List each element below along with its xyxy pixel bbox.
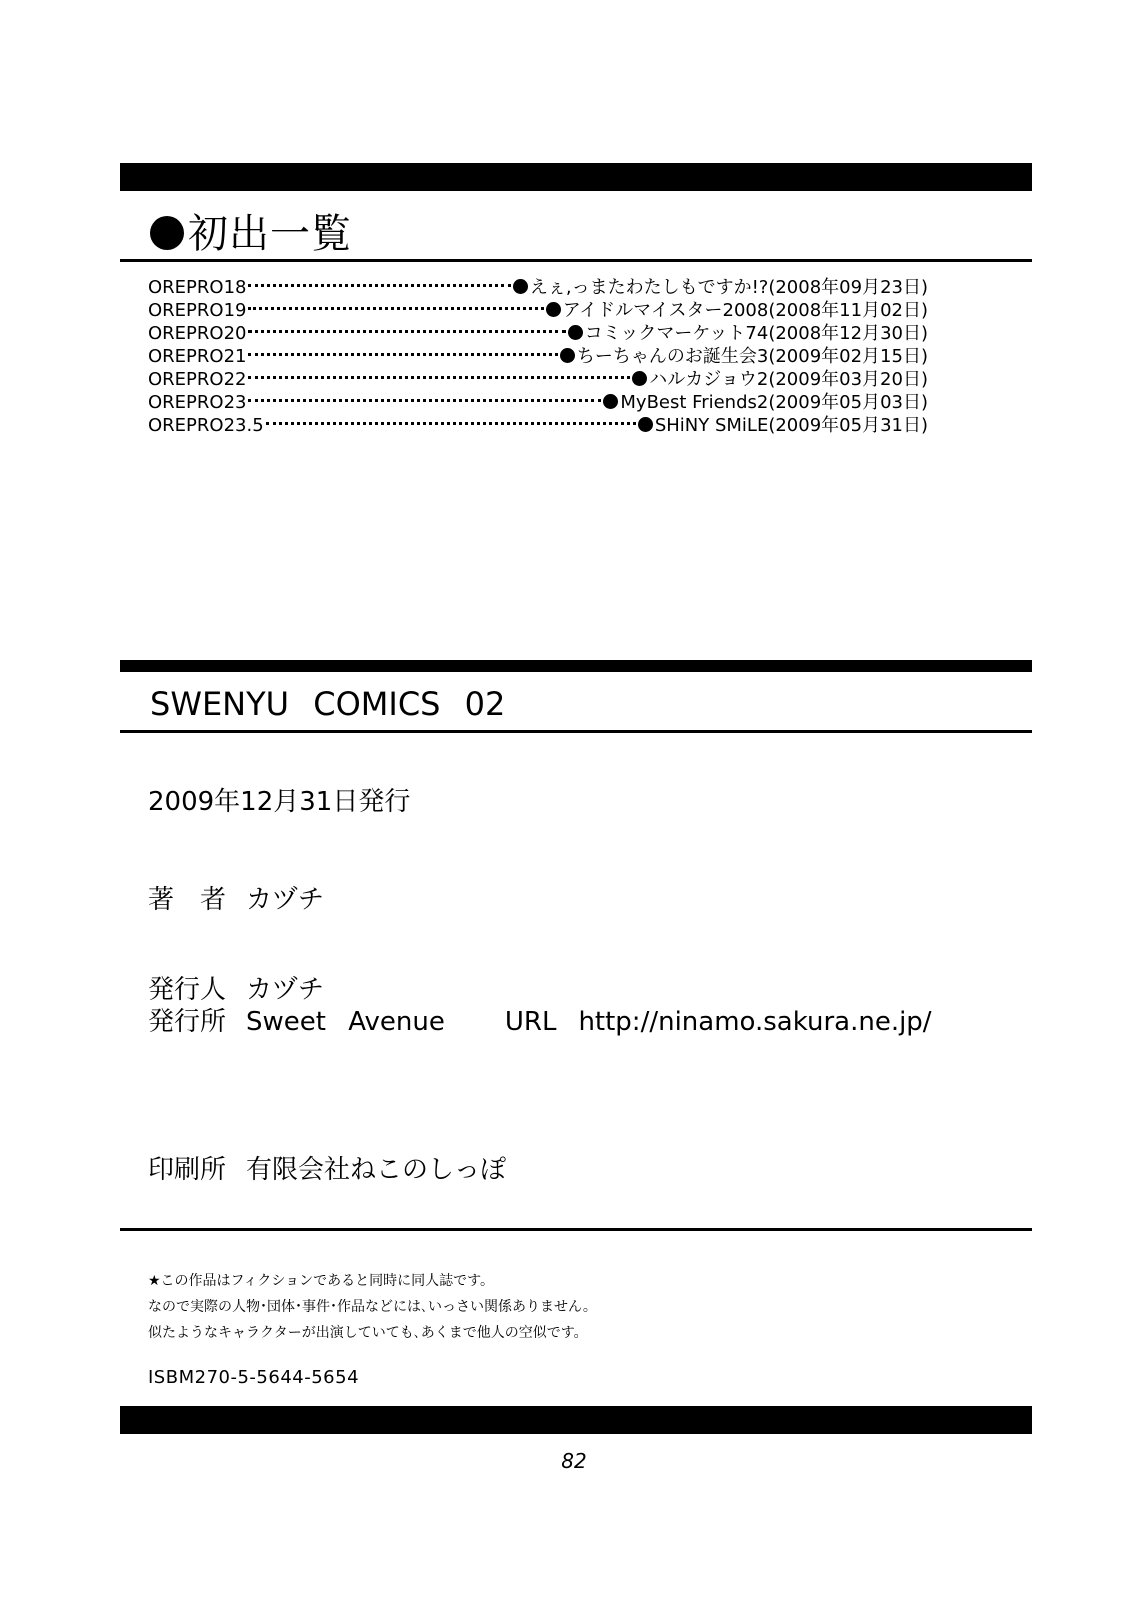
top-black-bar [120, 163, 1032, 191]
dot-leader [248, 399, 601, 402]
printer-line [148, 1154, 506, 1186]
entry-title-wrap [560, 345, 928, 368]
bullet-icon [546, 302, 561, 317]
entry-title: SHiNY SMiLE(2009年05月31日) [654, 415, 928, 436]
list-item [148, 368, 928, 391]
entry-code: OREPRO19 [148, 300, 247, 321]
entry-title-wrap [546, 299, 928, 322]
entry-title-wrap [603, 391, 928, 414]
office-label: 発行所 [148, 1007, 227, 1037]
printer-label: 印刷所 [148, 1155, 227, 1185]
heading-rule [120, 259, 1032, 262]
url-label: URL [504, 1007, 557, 1037]
page-number: 82 [561, 1449, 587, 1473]
entry-title: アイドルマイスター2008(2008年11月02日) [562, 300, 928, 321]
note-line: ★この作品はフィクションであると同時に同人誌です。 [148, 1273, 495, 1289]
first-appearances-title: 初出一覧 [188, 211, 352, 257]
first-appearances-heading [150, 208, 352, 260]
list-item [148, 345, 928, 368]
entry-code: OREPRO23.5 [148, 415, 264, 436]
author-label: 著 者 [148, 885, 227, 915]
note-line: なので実際の人物･団体･事件･作品などには､いっさい関係ありません。 [148, 1299, 597, 1315]
disclaimer-notes [148, 1268, 597, 1346]
first-appearances-list [148, 276, 928, 437]
bullet-icon [150, 216, 184, 250]
url-link[interactable]: http://ninamo.sakura.ne.jp/ [578, 1007, 932, 1037]
office-name: Sweet Avenue [246, 1007, 445, 1037]
entry-code: OREPRO21 [148, 346, 247, 367]
isbn: ISBM270-5-5644-5654 [148, 1367, 360, 1388]
issue-date: 2009年12月31日発行 [148, 787, 411, 817]
list-item [148, 391, 928, 414]
entry-title-wrap [513, 276, 928, 299]
dot-leader [248, 307, 543, 310]
entry-title-wrap [632, 368, 928, 391]
list-item [148, 414, 928, 437]
list-item [148, 276, 928, 299]
publisher-line [148, 974, 324, 1006]
publisher-label: 発行人 [148, 975, 227, 1005]
notes-rule [120, 1228, 1032, 1231]
publisher-name: カヅチ [246, 975, 325, 1005]
entry-code: OREPRO22 [148, 369, 247, 390]
bullet-icon [632, 371, 647, 386]
entry-code: OREPRO20 [148, 323, 247, 344]
bullet-icon [560, 348, 575, 363]
entry-title: えぇ,っまたわたしもですか!?(2008年09月23日) [529, 277, 928, 298]
entry-title-wrap [568, 322, 928, 345]
dot-leader [248, 376, 630, 379]
bullet-icon [568, 325, 583, 340]
series-title: SWENYU COMICS 02 [150, 685, 506, 723]
note-line: 似たようなキャラクターが出演していても､あくまで他人の空似です。 [148, 1325, 588, 1341]
entry-title: コミックマーケット74(2008年12月30日) [584, 323, 928, 344]
dot-leader [248, 330, 565, 333]
dot-leader [248, 284, 510, 287]
list-item [148, 322, 928, 345]
entry-title: MyBest Friends2(2009年05月03日) [620, 392, 928, 413]
dot-leader [248, 353, 557, 356]
printer-name: 有限会社ねこのしっぽ [246, 1155, 507, 1185]
bullet-icon [513, 279, 528, 294]
list-item [148, 299, 928, 322]
author-name: カヅチ [246, 885, 325, 915]
bullet-icon [638, 417, 653, 432]
entry-code: OREPRO18 [148, 277, 247, 298]
entry-title: ハルカジョウ2(2009年03月20日) [649, 369, 928, 390]
series-rule [120, 730, 1032, 733]
entry-title-wrap [638, 414, 928, 437]
bottom-black-bar [120, 1406, 1032, 1434]
dot-leader [266, 422, 636, 425]
entry-code: OREPRO23 [148, 392, 247, 413]
colophon-top-bar [120, 660, 1032, 672]
bullet-icon [603, 394, 618, 409]
office-line [148, 1006, 932, 1038]
entry-title: ちーちゃんのお誕生会3(2009年02月15日) [576, 346, 928, 367]
author-line [148, 884, 324, 916]
